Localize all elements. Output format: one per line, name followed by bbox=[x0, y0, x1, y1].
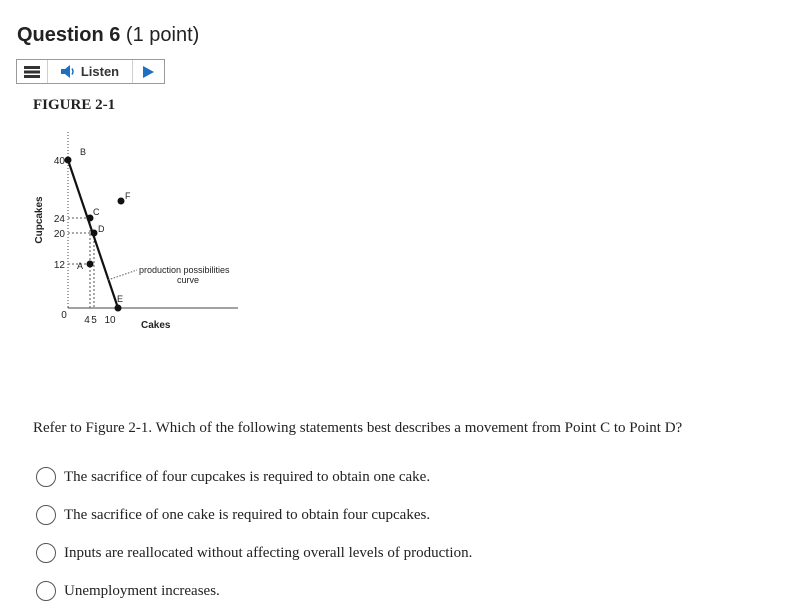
option-4-text: Unemployment increases. bbox=[64, 582, 220, 599]
listen-toolbar bbox=[16, 59, 165, 84]
y-tick-40: 40 bbox=[53, 156, 65, 167]
listen-button[interactable] bbox=[48, 60, 133, 83]
play-icon bbox=[143, 66, 154, 78]
x-tick-10: 10 bbox=[104, 315, 116, 326]
y-tick-24: 24 bbox=[53, 214, 65, 225]
option-2-text: The sacrifice of one cake is required to obtain four cupcakes. bbox=[64, 506, 431, 523]
y-tick-12: 12 bbox=[53, 260, 65, 271]
point-d bbox=[91, 230, 98, 237]
option-3-text: Inputs are reallocated without affecting overall levels of production. bbox=[64, 544, 473, 561]
annotation-leader bbox=[108, 270, 137, 280]
option-2[interactable] bbox=[36, 503, 430, 527]
speaker-icon bbox=[61, 65, 77, 78]
question-text: Refer to Figure 2-1. Which of the following statements best describes a movement from Point C to Point D? bbox=[33, 420, 683, 436]
label-c: C bbox=[93, 207, 100, 217]
x-tick-0: 0 bbox=[61, 310, 67, 321]
y-axis-label: Cupcakes bbox=[34, 196, 45, 244]
option-1-radio[interactable] bbox=[36, 467, 56, 487]
menu-button[interactable] bbox=[17, 60, 48, 83]
y-tick-20: 20 bbox=[53, 229, 65, 240]
annotation-line1: production possibilities bbox=[139, 265, 230, 275]
question-name: Question 6 bbox=[17, 24, 121, 46]
x-tick-5: 5 bbox=[91, 315, 97, 326]
option-3[interactable] bbox=[36, 541, 472, 565]
question-title bbox=[17, 24, 199, 47]
listen-label: Listen bbox=[80, 64, 120, 79]
option-2-radio[interactable] bbox=[36, 505, 56, 525]
option-1[interactable] bbox=[36, 465, 430, 489]
option-4[interactable] bbox=[36, 579, 220, 603]
point-b bbox=[65, 157, 72, 164]
x-tick-4: 4 bbox=[84, 315, 90, 326]
label-d: D bbox=[98, 224, 105, 234]
option-1-text: The sacrifice of four cupcakes is required to obtain one cake. bbox=[64, 468, 431, 485]
point-e bbox=[115, 305, 122, 312]
label-f: F bbox=[125, 191, 131, 201]
option-4-radio[interactable] bbox=[36, 581, 56, 601]
label-a: A bbox=[77, 261, 84, 271]
x-axis-label: Cakes bbox=[141, 320, 171, 331]
label-e: E bbox=[117, 294, 124, 304]
label-b: B bbox=[80, 147, 87, 157]
hamburger-menu-icon bbox=[24, 66, 40, 78]
figure-title: FIGURE 2-1 bbox=[33, 97, 116, 113]
play-button[interactable] bbox=[133, 60, 164, 83]
annotation-line2: curve bbox=[177, 275, 200, 285]
point-a bbox=[87, 261, 94, 268]
point-f bbox=[118, 198, 125, 205]
question-points: (1 point) bbox=[125, 24, 200, 46]
option-3-radio[interactable] bbox=[36, 543, 56, 563]
ppc-chart bbox=[20, 130, 260, 345]
